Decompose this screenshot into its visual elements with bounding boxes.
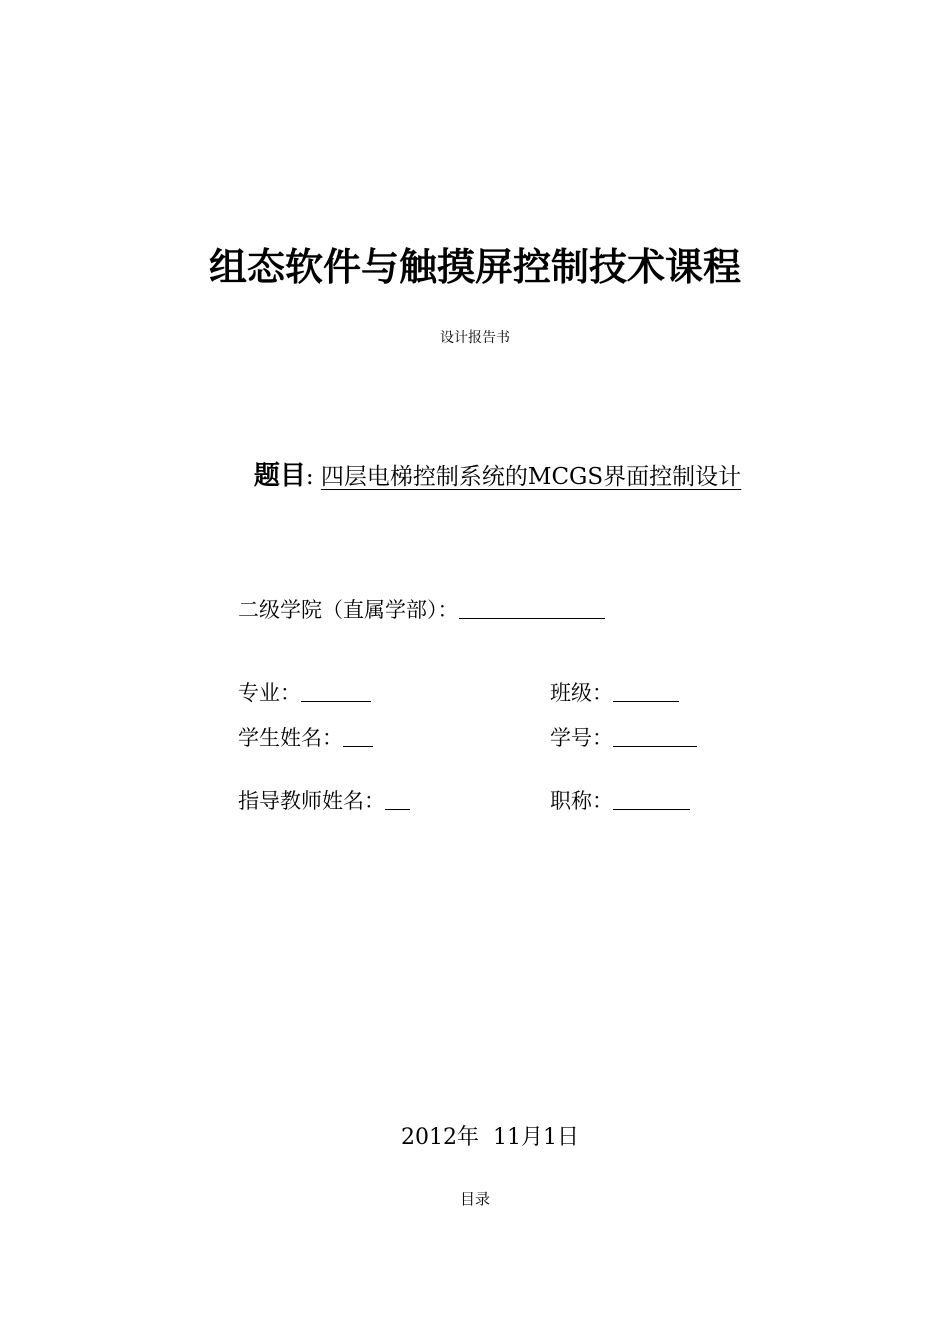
student-name-label: 学生姓名：: [238, 726, 343, 750]
topic-value: 四层电梯控制系统的MCGS界面控制设计: [320, 464, 742, 490]
advisor-name-field: [238, 785, 410, 815]
major-field: [238, 677, 371, 707]
major-label: 专业：: [238, 681, 301, 705]
title-rank-blank: [613, 789, 690, 810]
major-blank: [301, 681, 371, 702]
report-date: 2012年 11月1日: [401, 1125, 579, 1150]
class-label: 班级：: [550, 681, 613, 705]
student-id-label: 学号：: [550, 726, 613, 750]
class-field: [550, 677, 679, 707]
document-subtitle: 设计报告书: [440, 330, 510, 346]
document-title: 组态软件与触摸屏控制技术课程: [208, 245, 741, 289]
student-name-blank: [343, 726, 373, 747]
college-blank: [459, 598, 605, 619]
topic-label: 题目: [253, 461, 306, 491]
college-label: 二级学院（直属学部）：: [238, 598, 459, 622]
title-rank-field: [550, 785, 690, 815]
class-blank: [613, 681, 679, 702]
student-id-blank: [613, 726, 697, 747]
topic-line: [0, 455, 950, 492]
topic-separator: :: [305, 464, 314, 490]
toc-heading: 目录: [459, 1190, 490, 1208]
advisor-name-label: 指导教师姓名：: [238, 789, 385, 813]
advisor-name-blank: [385, 789, 410, 810]
title-rank-label: 职称：: [550, 789, 613, 813]
college-field: [238, 594, 605, 624]
student-name-field: [238, 722, 373, 752]
student-id-field: [550, 722, 697, 752]
